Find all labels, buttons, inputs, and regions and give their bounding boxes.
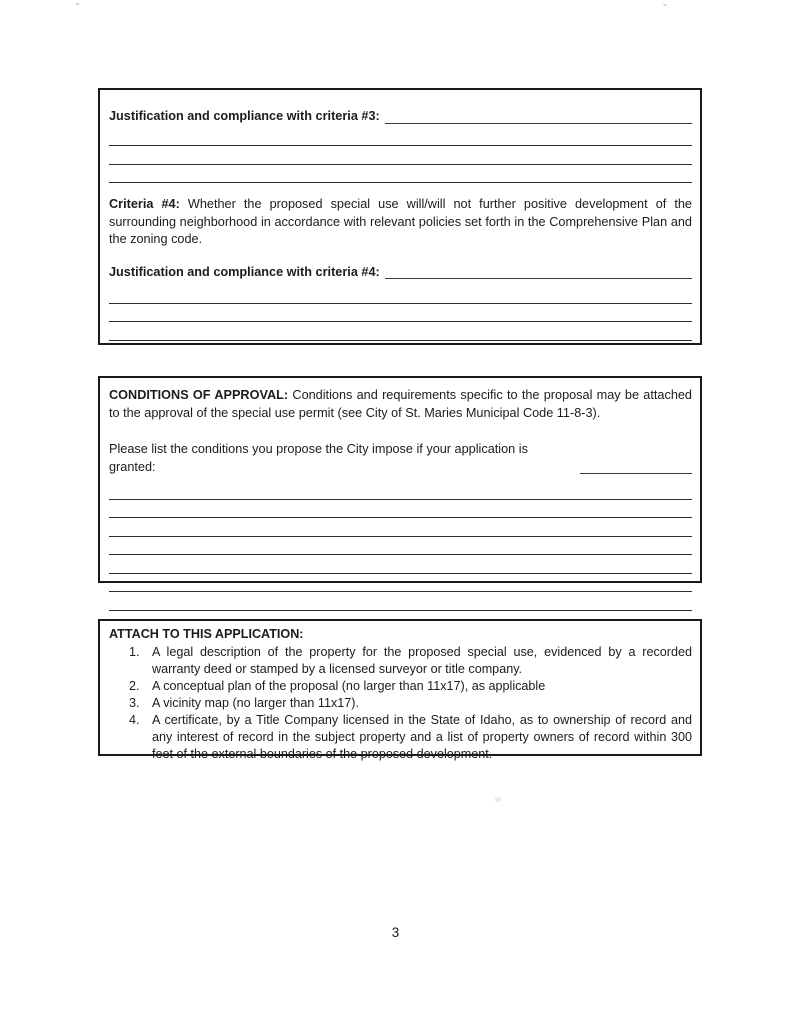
blank-write-line [109,481,692,500]
blank-write-line [109,592,692,611]
blank-write-line [109,555,692,574]
justification-criteria4-row [109,264,692,282]
list-item [109,695,692,712]
justification-criteria3-label: Justification and compliance with criteria #3: [109,109,380,123]
list-item-text: A legal description of the property for the proposed special use, evidenced by a recorded warranty deed or stamped by a licensed surveyor or title company. [152,645,692,676]
conditions-heading: CONDITIONS OF APPROVAL: [109,388,289,402]
conditions-text: Conditions and requirements specific to the proposal may be attached to the approval of the special use permit (see City of St. Maries Municipal Code 11-8-3). [109,388,692,420]
blank-write-line [109,537,692,556]
justification-criteria4-write-line [385,278,692,279]
conditions-of-approval-box [98,376,702,583]
blank-write-line [109,285,692,304]
list-item-text: A certificate, by a Title Company licensed in the State of Idaho, as to ownership of record and any interest of record in the subject property and a list of property owners of record within 300 feet of the external boundaries of the proposed development. [152,713,692,761]
list-item-number: 2. [129,679,140,693]
list-item-number: 4. [129,713,140,727]
list-item [109,678,692,695]
blank-write-line [109,322,692,341]
justification-criteria3-row [109,90,692,126]
blank-write-line [109,518,692,537]
attachments-box [98,619,702,761]
list-item-text: A conceptual plan of the proposal (no larger than 11x17), as applicable [152,679,546,693]
blank-write-line [109,574,692,593]
attachments-list [109,644,692,763]
conditions-blank-lines [109,481,692,611]
justification-criteria4-label: Justification and compliance with criteria #4: [109,264,380,279]
attachments-heading: ATTACH TO THIS APPLICATION: [109,627,304,641]
list-item-number: 1. [129,645,140,659]
blank-write-line [109,500,692,519]
list-item-text: A vicinity map (no larger than 11x17). [152,696,359,710]
list-item [109,712,692,763]
blank-write-line [109,165,692,184]
criteria4-label: Criteria #4: [109,197,180,211]
list-item [109,644,692,678]
justification-criteria3-write-line [385,123,692,124]
criteria4-text: Whether the proposed special use will/will not further positive development of the surrounding neighborhood in accordance with relevant policies set forth in the Comprehensive Plan and the zoning code. [109,197,692,246]
criteria3-blank-lines [109,128,692,184]
scan-artifact [663,4,667,6]
blank-write-line [109,146,692,165]
page-number: 3 [391,925,400,940]
conditions-prompt-row [109,441,692,476]
criteria-justification-box [98,88,702,345]
criteria4-description [109,196,692,249]
criteria4-blank-lines [109,285,692,341]
scan-artifact [495,797,501,802]
conditions-description [109,378,692,422]
blank-write-line [109,128,692,147]
list-item-number: 3. [129,696,140,710]
scan-artifact [76,3,79,5]
blank-write-line [109,304,692,323]
conditions-prompt-label: Please list the conditions you propose the City impose if your application is granted: [109,442,528,474]
conditions-prompt-write-line [580,473,692,474]
